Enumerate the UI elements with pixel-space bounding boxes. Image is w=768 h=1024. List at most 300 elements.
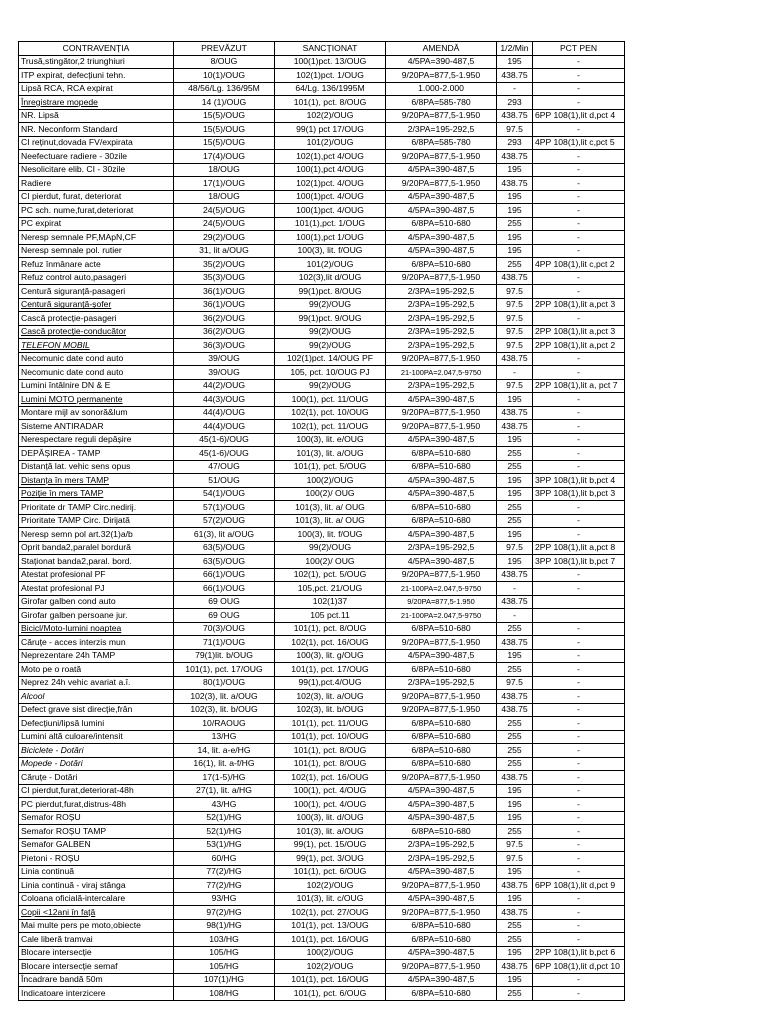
table-row [19,123,625,137]
table-row [19,757,625,771]
table-row [19,987,625,1001]
cell-amenda: 4/5PA=390-487,5 [386,487,497,501]
cell-pct-pen: - [533,744,625,758]
cell-pct-pen: - [533,649,625,663]
table-row [19,366,625,380]
cell-sanctionat: 101(3), lit. a/ OUG [275,501,386,515]
table-row [19,690,625,704]
cell-sanctionat: 99(1), pct. 3/OUG [275,852,386,866]
cell-sanctionat: 99(1), pct. 15/OUG [275,838,386,852]
cell-sanctionat: 100(1), pct. 4/OUG [275,784,386,798]
cell-contraventia: CI pierdut,furat,deteriorat-48h [19,784,174,798]
cell-sanctionat: 100(3), lit. f/OUG [275,244,386,258]
cell-contraventia: Cască protecție-conducător [19,325,174,339]
cell-pct-pen: - [533,123,625,137]
cell-sanctionat: 100(3), lit. g/OUG [275,649,386,663]
table-row [19,285,625,299]
cell-min: 255 [497,933,533,947]
cell-min: 438.75 [497,595,533,609]
cell-amenda: 2/3PA=195-292,5 [386,379,497,393]
cell-prevazut: 77(2)/HG [174,879,275,893]
cell-sanctionat: 101(1), pct. 16/OUG [275,933,386,947]
cell-sanctionat: 99(1)pct. 9/OUG [275,312,386,326]
table-body [19,55,625,1000]
table-row [19,973,625,987]
table-row [19,339,625,353]
cell-contraventia: Lumini MOTO permanente [19,393,174,407]
cell-min: 255 [497,447,533,461]
cell-contraventia: Linia continuă - viraj stânga [19,879,174,893]
cell-contraventia: TELEFON MOBIL [19,339,174,353]
cell-contraventia: Căruțe - Dotări [19,771,174,785]
cell-contraventia: Refuz înmânare acte [19,258,174,272]
cell-min: 195 [497,946,533,960]
cell-pct-pen: - [533,514,625,528]
cell-sanctionat: 102(2)/OUG [275,879,386,893]
cell-contraventia: PC expirat [19,217,174,231]
cell-prevazut: 105/HG [174,960,275,974]
cell-min: 255 [497,919,533,933]
contraventions-table [18,41,625,1001]
cell-pct-pen: - [533,217,625,231]
table-row [19,879,625,893]
cell-prevazut: 80(1)/OUG [174,676,275,690]
table-row [19,609,625,623]
cell-pct-pen: - [533,663,625,677]
cell-pct-pen: - [533,244,625,258]
table-row [19,622,625,636]
cell-amenda: 9/20PA=877,5-1.950 [386,771,497,785]
cell-amenda: 2/3PA=195-292,5 [386,298,497,312]
cell-prevazut: 16(1), lit. a-f/HG [174,757,275,771]
cell-contraventia: Neefectuare radiere - 30zile [19,150,174,164]
cell-pct-pen: - [533,568,625,582]
cell-pct-pen: - [533,177,625,191]
cell-sanctionat: 100(2)/OUG [275,946,386,960]
cell-contraventia: Indicatoare interzicere [19,987,174,1001]
cell-contraventia: Poziție în mers TAMP [19,487,174,501]
table-row [19,541,625,555]
cell-pct-pen: 3PP 108(1),lit b,pct 3 [533,487,625,501]
table-row [19,96,625,110]
cell-prevazut: 47/OUG [174,460,275,474]
cell-contraventia: Neresp semnale pol. rutier [19,244,174,258]
cell-contraventia: Necomunic date cond auto [19,366,174,380]
cell-pct-pen: - [533,892,625,906]
cell-contraventia: Pietoni - ROȘU [19,852,174,866]
table-row [19,582,625,596]
table-row [19,703,625,717]
cell-amenda: 9/20PA=877,5-1.950 [386,420,497,434]
cell-pct-pen: - [533,717,625,731]
cell-contraventia: Atestat profesional PF [19,568,174,582]
cell-amenda: 6/8PA=510-680 [386,258,497,272]
cell-contraventia: Alcool [19,690,174,704]
cell-sanctionat: 105,pct. 21/OUG [275,582,386,596]
cell-sanctionat: 102(3), lit. b/OUG [275,703,386,717]
cell-contraventia: Neprezentare 24h TAMP [19,649,174,663]
header-row [19,42,625,56]
cell-min: 195 [497,244,533,258]
cell-sanctionat: 102(2)/OUG [275,109,386,123]
cell-sanctionat: 100(1)pct. 4/OUG [275,190,386,204]
cell-min: 255 [497,501,533,515]
cell-contraventia: PC sch. nume,furat,deteriorat [19,204,174,218]
cell-pct-pen: - [533,825,625,839]
cell-pct-pen: 3PP 108(1),lit b,pct 4 [533,474,625,488]
cell-contraventia: NR. Lipsă [19,109,174,123]
cell-sanctionat: 64/Lg. 136/1995M [275,82,386,96]
cell-sanctionat: 100(2)/ OUG [275,487,386,501]
cell-sanctionat: 101(1), pct. 8/OUG [275,96,386,110]
cell-sanctionat: 99(2)/OUG [275,541,386,555]
cell-min: 438.75 [497,271,533,285]
cell-min: 438.75 [497,406,533,420]
table-row [19,190,625,204]
cell-amenda: 6/8PA=510-680 [386,987,497,1001]
cell-sanctionat: 102(3),lit d/OUG [275,271,386,285]
col-header-sanctionat: SANCȚIONAT [275,42,386,56]
cell-min: 195 [497,865,533,879]
cell-pct-pen: - [533,582,625,596]
cell-min: 97.5 [497,298,533,312]
cell-pct-pen: - [533,528,625,542]
cell-contraventia: Neresp semnale PF,MApN,CF [19,231,174,245]
cell-prevazut: 17(1)/OUG [174,177,275,191]
cell-min: 97.5 [497,541,533,555]
cell-prevazut: 24(5)/OUG [174,217,275,231]
cell-amenda: 4/5PA=390-487,5 [386,474,497,488]
cell-contraventia: Semafor ROȘU TAMP [19,825,174,839]
cell-min: 97.5 [497,339,533,353]
table-row [19,204,625,218]
cell-amenda: 4/5PA=390-487,5 [386,231,497,245]
cell-sanctionat: 102(1)pct. 4/OUG [275,177,386,191]
cell-sanctionat: 102(1)37 [275,595,386,609]
cell-sanctionat: 101(1), pct. 11/OUG [275,717,386,731]
cell-pct-pen: - [533,906,625,920]
cell-contraventia: CI pierdut, furat, deteriorat [19,190,174,204]
cell-amenda: 6/8PA=510-680 [386,744,497,758]
cell-pct-pen: 6PP 108(1),lit d,pct 4 [533,109,625,123]
table-row [19,892,625,906]
cell-amenda: 4/5PA=390-487,5 [386,55,497,69]
cell-pct-pen: - [533,204,625,218]
cell-sanctionat: 101(1),pct. 1/OUG [275,217,386,231]
cell-sanctionat: 101(1), pct. 8/OUG [275,622,386,636]
cell-amenda: 9/20PA=877,5-1.950 [386,150,497,164]
cell-pct-pen: - [533,838,625,852]
cell-contraventia: Refuz control auto,pasageri [19,271,174,285]
cell-prevazut: 77(2)/HG [174,865,275,879]
cell-amenda: 6/8PA=510-680 [386,663,497,677]
cell-pct-pen: - [533,447,625,461]
table-row [19,676,625,690]
cell-amenda: 6/8PA=510-680 [386,501,497,515]
cell-sanctionat: 99(1) pct 17/OUG [275,123,386,137]
table-row [19,352,625,366]
cell-contraventia: Distanță lat. vehic sens opus [19,460,174,474]
cell-pct-pen: - [533,811,625,825]
cell-min: 438.75 [497,771,533,785]
cell-prevazut: 10/RAOUG [174,717,275,731]
cell-prevazut: 103/HG [174,933,275,947]
cell-pct-pen: - [533,150,625,164]
cell-prevazut: 52(1)/HG [174,811,275,825]
cell-prevazut: 69 OUG [174,609,275,623]
cell-min: 438.75 [497,177,533,191]
cell-pct-pen: - [533,352,625,366]
cell-sanctionat: 105 pct.11 [275,609,386,623]
cell-prevazut: 44(4)/OUG [174,420,275,434]
cell-prevazut: 70(3)/OUG [174,622,275,636]
cell-min: 438.75 [497,703,533,717]
cell-sanctionat: 102(3), lit. a/OUG [275,690,386,704]
cell-contraventia: NR. Neconform Standard [19,123,174,137]
cell-min: 438.75 [497,109,533,123]
table-row [19,906,625,920]
cell-amenda: 4/5PA=390-487,5 [386,946,497,960]
cell-min: 97.5 [497,325,533,339]
table-row [19,514,625,528]
cell-min: 97.5 [497,312,533,326]
cell-pct-pen: - [533,865,625,879]
cell-min: 195 [497,892,533,906]
cell-sanctionat: 101(1), pct. 10/OUG [275,730,386,744]
cell-min: 195 [497,528,533,542]
cell-prevazut: 44(2)/OUG [174,379,275,393]
cell-min: 438.75 [497,879,533,893]
cell-pct-pen: - [533,501,625,515]
cell-contraventia: Sisteme ANTIRADAR [19,420,174,434]
cell-min: 195 [497,555,533,569]
cell-prevazut: 13/HG [174,730,275,744]
cell-min: 255 [497,757,533,771]
cell-sanctionat: 102(1)pct. 14/OUG PF [275,352,386,366]
cell-contraventia: Cască protecție-pasageri [19,312,174,326]
cell-prevazut: 17(1-5)/HG [174,771,275,785]
cell-pct-pen: - [533,784,625,798]
table-row [19,865,625,879]
cell-amenda: 6/8PA=510-680 [386,447,497,461]
cell-amenda: 6/8PA=510-680 [386,622,497,636]
cell-contraventia: Nerespectare reguli depășire [19,433,174,447]
cell-pct-pen: - [533,69,625,83]
cell-amenda: 4/5PA=390-487,5 [386,528,497,542]
cell-sanctionat: 100(1)pct. 4/OUG [275,204,386,218]
cell-contraventia: ITP expirat, defecțiuni tehn. [19,69,174,83]
cell-amenda: 9/20PA=877,5-1.950 [386,109,497,123]
cell-pct-pen: 6PP 108(1),lit d,pct 9 [533,879,625,893]
cell-prevazut: 98(1)/HG [174,919,275,933]
cell-contraventia: Centură siguranță-pasageri [19,285,174,299]
cell-sanctionat: 101(1), pct. 6/OUG [275,987,386,1001]
cell-prevazut: 57(2)/OUG [174,514,275,528]
cell-contraventia: Distanța în mers TAMP [19,474,174,488]
cell-contraventia: Defect grave sist direcție,frân [19,703,174,717]
cell-pct-pen: - [533,82,625,96]
cell-prevazut: 51/OUG [174,474,275,488]
table-row [19,852,625,866]
cell-contraventia: Lipsă RCA, RCA expirat [19,82,174,96]
cell-pct-pen: - [533,933,625,947]
cell-pct-pen: - [533,55,625,69]
cell-sanctionat: 100(2)/OUG [275,474,386,488]
cell-prevazut: 102(3), lit. a/OUG [174,690,275,704]
cell-prevazut: 66(1)/OUG [174,582,275,596]
cell-prevazut: 36(3)/OUG [174,339,275,353]
cell-sanctionat: 99(2)/OUG [275,379,386,393]
cell-pct-pen: 2PP 108(1),lit a,pct 8 [533,541,625,555]
table-row [19,231,625,245]
cell-pct-pen: - [533,771,625,785]
cell-min: 255 [497,514,533,528]
cell-pct-pen: - [533,460,625,474]
cell-contraventia: Defecțiuni/lipsă lumini [19,717,174,731]
cell-contraventia: Biciclete - Dotări [19,744,174,758]
cell-pct-pen: 2PP 108(1),lit a,pct 3 [533,325,625,339]
cell-prevazut: 18/OUG [174,163,275,177]
table-row [19,568,625,582]
cell-amenda: 9/20PA=877,5-1.950 [386,690,497,704]
cell-amenda: 2/3PA=195-292,5 [386,339,497,353]
cell-sanctionat: 101(3), lit. a/OUG [275,825,386,839]
cell-min: 255 [497,744,533,758]
cell-sanctionat: 100(2)/ OUG [275,555,386,569]
cell-amenda: 6/8PA=510-680 [386,514,497,528]
table-row [19,919,625,933]
cell-min: 97.5 [497,838,533,852]
table-row [19,82,625,96]
table-row [19,460,625,474]
cell-min: 293 [497,136,533,150]
table-row [19,838,625,852]
table-row [19,406,625,420]
cell-min: - [497,582,533,596]
table-row [19,960,625,974]
cell-amenda: 4/5PA=390-487,5 [386,393,497,407]
cell-prevazut: 53(1)/HG [174,838,275,852]
table-row [19,811,625,825]
cell-min: 255 [497,987,533,1001]
cell-pct-pen: - [533,730,625,744]
cell-sanctionat: 100(3), lit. f/OUG [275,528,386,542]
table-row [19,136,625,150]
table-row [19,447,625,461]
cell-amenda: 4/5PA=390-487,5 [386,865,497,879]
table-row [19,177,625,191]
cell-prevazut: 108/HG [174,987,275,1001]
col-header-amenda: AMENDĂ [386,42,497,56]
cell-sanctionat: 101(1), pct. 16/OUG [275,973,386,987]
cell-amenda: 1.000-2.000 [386,82,497,96]
table-row [19,825,625,839]
table-row [19,244,625,258]
cell-pct-pen: - [533,96,625,110]
cell-amenda: 2/3PA=195-292,5 [386,838,497,852]
cell-min: 255 [497,460,533,474]
cell-prevazut: 102(3), lit. b/OUG [174,703,275,717]
table-row [19,271,625,285]
cell-prevazut: 43/HG [174,798,275,812]
cell-amenda: 9/20PA=877,5-1.950 [386,879,497,893]
cell-sanctionat: 101(1), pct. 8/OUG [275,744,386,758]
cell-amenda: 4/5PA=390-487,5 [386,190,497,204]
col-header-contraventia: CONTRAVENȚIA [19,42,174,56]
cell-pct-pen: - [533,676,625,690]
cell-pct-pen: 2PP 108(1),lit b,pct 6 [533,946,625,960]
cell-prevazut: 97(2)/HG [174,906,275,920]
cell-sanctionat: 102(1),pct 4/OUG [275,150,386,164]
cell-amenda: 9/20PA=877,5-1.950 [386,177,497,191]
cell-contraventia: PC pierdut,furat,distrus-48h [19,798,174,812]
cell-contraventia: Girofar galben persoane jur. [19,609,174,623]
cell-prevazut: 66(1)/OUG [174,568,275,582]
cell-prevazut: 52(1)/HG [174,825,275,839]
cell-min: 97.5 [497,123,533,137]
cell-amenda: 6/8PA=510-680 [386,730,497,744]
cell-min: 438.75 [497,906,533,920]
cell-contraventia: DEPĂȘIREA - TAMP [19,447,174,461]
cell-contraventia: Coloana oficială-intercalare [19,892,174,906]
cell-prevazut: 24(5)/OUG [174,204,275,218]
cell-prevazut: 44(3)/OUG [174,393,275,407]
cell-prevazut: 15(5)/OUG [174,109,275,123]
cell-sanctionat: 100(3), lit. d/OUG [275,811,386,825]
table-row [19,55,625,69]
cell-min: 195 [497,163,533,177]
cell-amenda: 4/5PA=390-487,5 [386,784,497,798]
cell-min: 255 [497,717,533,731]
cell-sanctionat: 99(2)/OUG [275,339,386,353]
cell-prevazut: 31, lit a/OUG [174,244,275,258]
cell-amenda: 6/8PA=510-680 [386,919,497,933]
cell-contraventia: Neprez 24h vehic avariat a.î. [19,676,174,690]
cell-sanctionat: 99(1)pct. 8/OUG [275,285,386,299]
cell-min: 255 [497,258,533,272]
cell-amenda: 4/5PA=390-487,5 [386,798,497,812]
cell-sanctionat: 102(2)/OUG [275,960,386,974]
cell-contraventia: Copii <12ani în față [19,906,174,920]
cell-prevazut: 101(1), pct. 17/OUG [174,663,275,677]
cell-min: 438.75 [497,690,533,704]
table-row [19,420,625,434]
cell-contraventia: Mopede - Dotări [19,757,174,771]
cell-min: 438.75 [497,69,533,83]
cell-pct-pen: - [533,987,625,1001]
cell-amenda: 9/20PA=877,5-1.950 [386,568,497,582]
cell-prevazut: 15(5)/OUG [174,123,275,137]
cell-amenda: 4/5PA=390-487,5 [386,433,497,447]
cell-amenda: 6/8PA=510-680 [386,460,497,474]
cell-min: 195 [497,487,533,501]
cell-pct-pen: 6PP 108(1),lit d,pct 10 [533,960,625,974]
cell-prevazut: 63(5)/OUG [174,541,275,555]
cell-min: 195 [497,433,533,447]
cell-contraventia: Oprit banda2,paralel bordură [19,541,174,555]
cell-prevazut: 69 OUG [174,595,275,609]
cell-min: 97.5 [497,285,533,299]
cell-amenda: 4/5PA=390-487,5 [386,973,497,987]
cell-min: 195 [497,798,533,812]
cell-contraventia: Girofar galben cond auto [19,595,174,609]
cell-contraventia: Trusă,stingător,2 triunghiuri [19,55,174,69]
cell-pct-pen: - [533,406,625,420]
cell-min: 195 [497,649,533,663]
cell-contraventia: Linia continuă [19,865,174,879]
cell-contraventia: Necomunic date cond auto [19,352,174,366]
cell-contraventia: Încadrare bandă 50m [19,973,174,987]
